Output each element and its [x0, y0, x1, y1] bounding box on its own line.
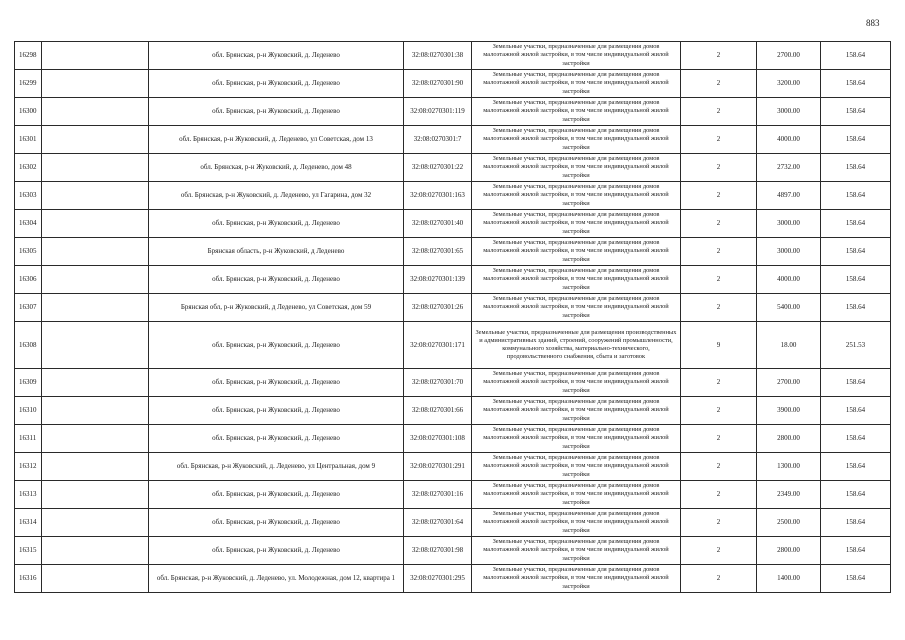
- table-row: [15, 42, 891, 70]
- row-number: 16315: [15, 537, 42, 565]
- blank-cell: [42, 481, 149, 509]
- table-row: [15, 266, 891, 294]
- row-number: 16309: [15, 369, 42, 397]
- cadastral-number-cell: 32:08:0270301:22: [404, 154, 472, 182]
- row-number: 16310: [15, 397, 42, 425]
- cadastral-number-cell: 32:08:0270301:65: [404, 238, 472, 266]
- specific-value-cell: 158.64: [821, 294, 891, 322]
- cadastral-number-cell: 32:08:0270301:66: [404, 397, 472, 425]
- cadastral-number-cell: 32:08:0270301:16: [404, 481, 472, 509]
- area-cell: 2700.00: [757, 369, 821, 397]
- cadastral-number-cell: 32:08:0270301:90: [404, 70, 472, 98]
- row-number: 16314: [15, 509, 42, 537]
- land-use-cell: Земельные участки, предназначенные для размещения домов малоэтажной жилой застройки, в том числе индивидуальной жилой застройки: [472, 369, 681, 397]
- use-group-cell: 2: [681, 266, 757, 294]
- land-use-cell: Земельные участки, предназначенные для размещения домов малоэтажной жилой застройки, в том числе индивидуальной жилой застройки: [472, 565, 681, 593]
- specific-value-cell: 158.64: [821, 425, 891, 453]
- specific-value-cell: 158.64: [821, 537, 891, 565]
- use-group-cell: 2: [681, 397, 757, 425]
- blank-cell: [42, 565, 149, 593]
- address-cell: обл. Брянская, р-н Жуковский, д. Леденево: [149, 266, 404, 294]
- use-group-cell: 2: [681, 98, 757, 126]
- specific-value-cell: 158.64: [821, 565, 891, 593]
- land-use-cell: Земельные участки, предназначенные для размещения домов малоэтажной жилой застройки, в том числе индивидуальной жилой застройки: [472, 397, 681, 425]
- use-group-cell: 2: [681, 369, 757, 397]
- page-number: 883: [866, 18, 880, 28]
- land-use-cell: Земельные участки, предназначенные для размещения домов малоэтажной жилой застройки, в том числе индивидуальной жилой застройки: [472, 126, 681, 154]
- blank-cell: [42, 453, 149, 481]
- land-use-cell: Земельные участки, предназначенные для размещения домов малоэтажной жилой застройки, в том числе индивидуальной жилой застройки: [472, 98, 681, 126]
- address-cell: Брянская обл, р-н Жуковский, д Леденево, ул Советская, дом 59: [149, 294, 404, 322]
- land-use-cell: Земельные участки, предназначенные для размещения домов малоэтажной жилой застройки, в том числе индивидуальной жилой застройки: [472, 238, 681, 266]
- blank-cell: [42, 537, 149, 565]
- address-cell: обл. Брянская, р-н Жуковский, д. Леденево, ул Советская, дом 13: [149, 126, 404, 154]
- address-cell: Брянская область, р-н Жуковский, д Леденево: [149, 238, 404, 266]
- area-cell: 4000.00: [757, 126, 821, 154]
- row-number: 16311: [15, 425, 42, 453]
- land-use-cell: Земельные участки, предназначенные для размещения домов малоэтажной жилой застройки, в том числе индивидуальной жилой застройки: [472, 294, 681, 322]
- land-use-cell: Земельные участки, предназначенные для размещения домов малоэтажной жилой застройки, в том числе индивидуальной жилой застройки: [472, 266, 681, 294]
- table-row: [15, 397, 891, 425]
- address-cell: обл. Брянская, р-н Жуковский, д. Леденево: [149, 425, 404, 453]
- cadastral-number-cell: 32:08:0270301:119: [404, 98, 472, 126]
- area-cell: 3000.00: [757, 98, 821, 126]
- specific-value-cell: 158.64: [821, 397, 891, 425]
- blank-cell: [42, 369, 149, 397]
- area-cell: 2500.00: [757, 509, 821, 537]
- specific-value-cell: 158.64: [821, 453, 891, 481]
- specific-value-cell: 158.64: [821, 126, 891, 154]
- address-cell: обл. Брянская, р-н Жуковский, д. Леденево: [149, 42, 404, 70]
- row-number: 16300: [15, 98, 42, 126]
- land-use-cell: Земельные участки, предназначенные для размещения домов малоэтажной жилой застройки, в том числе индивидуальной жилой застройки: [472, 70, 681, 98]
- specific-value-cell: 158.64: [821, 154, 891, 182]
- table-row: [15, 238, 891, 266]
- cadastral-number-cell: 32:08:0270301:64: [404, 509, 472, 537]
- cadastral-number-cell: 32:08:0270301:171: [404, 322, 472, 369]
- use-group-cell: 2: [681, 126, 757, 154]
- land-use-cell: Земельные участки, предназначенные для размещения производственных и административных зданий, строений, сооружений промышленности, коммунального хозяйства, материально-технического, продовольственного снабжения, сбыта и заготовок: [472, 322, 681, 369]
- area-cell: 2800.00: [757, 537, 821, 565]
- blank-cell: [42, 322, 149, 369]
- blank-cell: [42, 397, 149, 425]
- blank-cell: [42, 182, 149, 210]
- address-cell: обл. Брянская, р-н Жуковский, д. Леденево: [149, 481, 404, 509]
- address-cell: обл. Брянская, р-н Жуковский, д. Леденево, дом 48: [149, 154, 404, 182]
- specific-value-cell: 158.64: [821, 238, 891, 266]
- area-cell: 4000.00: [757, 266, 821, 294]
- cadastral-number-cell: 32:08:0270301:108: [404, 425, 472, 453]
- table-row: [15, 126, 891, 154]
- address-cell: обл. Брянская, р-н Жуковский, д. Леденево: [149, 322, 404, 369]
- cadastral-number-cell: 32:08:0270301:40: [404, 210, 472, 238]
- row-number: 16306: [15, 266, 42, 294]
- table-row: [15, 210, 891, 238]
- use-group-cell: 2: [681, 509, 757, 537]
- specific-value-cell: 158.64: [821, 42, 891, 70]
- area-cell: 2800.00: [757, 425, 821, 453]
- area-cell: 5400.00: [757, 294, 821, 322]
- table-row: [15, 98, 891, 126]
- row-number: 16299: [15, 70, 42, 98]
- table-row: [15, 369, 891, 397]
- area-cell: 1400.00: [757, 565, 821, 593]
- table-row: [15, 425, 891, 453]
- land-use-cell: Земельные участки, предназначенные для размещения домов малоэтажной жилой застройки, в том числе индивидуальной жилой застройки: [472, 42, 681, 70]
- specific-value-cell: 158.64: [821, 98, 891, 126]
- cadastral-number-cell: 32:08:0270301:163: [404, 182, 472, 210]
- cadastral-number-cell: 32:08:0270301:70: [404, 369, 472, 397]
- blank-cell: [42, 154, 149, 182]
- table-row: [15, 182, 891, 210]
- cadastral-number-cell: 32:08:0270301:291: [404, 453, 472, 481]
- blank-cell: [42, 509, 149, 537]
- specific-value-cell: 158.64: [821, 210, 891, 238]
- table-row: [15, 294, 891, 322]
- land-use-cell: Земельные участки, предназначенные для размещения домов малоэтажной жилой застройки, в том числе индивидуальной жилой застройки: [472, 537, 681, 565]
- table-body: [15, 42, 891, 593]
- blank-cell: [42, 42, 149, 70]
- area-cell: 2700.00: [757, 42, 821, 70]
- address-cell: обл. Брянская, р-н Жуковский, д. Леденево: [149, 537, 404, 565]
- address-cell: обл. Брянская, р-н Жуковский, д. Леденево: [149, 210, 404, 238]
- row-number: 16305: [15, 238, 42, 266]
- cadastral-number-cell: 32:08:0270301:98: [404, 537, 472, 565]
- blank-cell: [42, 266, 149, 294]
- specific-value-cell: 158.64: [821, 369, 891, 397]
- land-use-cell: Земельные участки, предназначенные для размещения домов малоэтажной жилой застройки, в том числе индивидуальной жилой застройки: [472, 182, 681, 210]
- area-cell: 18.00: [757, 322, 821, 369]
- land-use-cell: Земельные участки, предназначенные для размещения домов малоэтажной жилой застройки, в том числе индивидуальной жилой застройки: [472, 425, 681, 453]
- specific-value-cell: 158.64: [821, 70, 891, 98]
- specific-value-cell: 251.53: [821, 322, 891, 369]
- specific-value-cell: 158.64: [821, 266, 891, 294]
- row-number: 16302: [15, 154, 42, 182]
- land-use-cell: Земельные участки, предназначенные для размещения домов малоэтажной жилой застройки, в том числе индивидуальной жилой застройки: [472, 154, 681, 182]
- use-group-cell: 2: [681, 425, 757, 453]
- use-group-cell: 2: [681, 70, 757, 98]
- address-cell: обл. Брянская, р-н Жуковский, д. Леденево: [149, 98, 404, 126]
- cadastral-number-cell: 32:08:0270301:295: [404, 565, 472, 593]
- row-number: 16304: [15, 210, 42, 238]
- cadastral-number-cell: 32:08:0270301:38: [404, 42, 472, 70]
- row-number: 16298: [15, 42, 42, 70]
- blank-cell: [42, 98, 149, 126]
- table-row: [15, 537, 891, 565]
- use-group-cell: 2: [681, 565, 757, 593]
- area-cell: 1300.00: [757, 453, 821, 481]
- address-cell: обл. Брянская, р-н Жуковский, д. Леденево: [149, 397, 404, 425]
- land-registry-table: [14, 41, 891, 593]
- cadastral-number-cell: 32:08:0270301:139: [404, 266, 472, 294]
- row-number: 16308: [15, 322, 42, 369]
- table-row: [15, 509, 891, 537]
- use-group-cell: 2: [681, 210, 757, 238]
- row-number: 16303: [15, 182, 42, 210]
- address-cell: обл. Брянская, р-н Жуковский, д. Леденево, ул Гагарина, дом 32: [149, 182, 404, 210]
- use-group-cell: 9: [681, 322, 757, 369]
- row-number: 16301: [15, 126, 42, 154]
- table-row: [15, 565, 891, 593]
- specific-value-cell: 158.64: [821, 182, 891, 210]
- cadastral-number-cell: 32:08:0270301:26: [404, 294, 472, 322]
- blank-cell: [42, 126, 149, 154]
- address-cell: обл. Брянская, р-н Жуковский, д. Леденево, ул Центральная, дом 9: [149, 453, 404, 481]
- area-cell: 4897.00: [757, 182, 821, 210]
- table-row: [15, 481, 891, 509]
- row-number: 16307: [15, 294, 42, 322]
- area-cell: 3200.00: [757, 70, 821, 98]
- specific-value-cell: 158.64: [821, 509, 891, 537]
- land-use-cell: Земельные участки, предназначенные для размещения домов малоэтажной жилой застройки, в том числе индивидуальной жилой застройки: [472, 453, 681, 481]
- area-cell: 2349.00: [757, 481, 821, 509]
- use-group-cell: 2: [681, 537, 757, 565]
- row-number: 16316: [15, 565, 42, 593]
- blank-cell: [42, 238, 149, 266]
- table-row: [15, 154, 891, 182]
- blank-cell: [42, 210, 149, 238]
- row-number: 16313: [15, 481, 42, 509]
- land-use-cell: Земельные участки, предназначенные для размещения домов малоэтажной жилой застройки, в том числе индивидуальной жилой застройки: [472, 481, 681, 509]
- use-group-cell: 2: [681, 42, 757, 70]
- area-cell: 3000.00: [757, 210, 821, 238]
- use-group-cell: 2: [681, 294, 757, 322]
- blank-cell: [42, 425, 149, 453]
- land-use-cell: Земельные участки, предназначенные для размещения домов малоэтажной жилой застройки, в том числе индивидуальной жилой застройки: [472, 210, 681, 238]
- use-group-cell: 2: [681, 154, 757, 182]
- area-cell: 3000.00: [757, 238, 821, 266]
- table-row: [15, 453, 891, 481]
- area-cell: 2732.00: [757, 154, 821, 182]
- address-cell: обл. Брянская, р-н Жуковский, д. Леденево: [149, 70, 404, 98]
- use-group-cell: 2: [681, 238, 757, 266]
- blank-cell: [42, 70, 149, 98]
- address-cell: обл. Брянская, р-н Жуковский, д. Леденево: [149, 369, 404, 397]
- blank-cell: [42, 294, 149, 322]
- use-group-cell: 2: [681, 453, 757, 481]
- land-use-cell: Земельные участки, предназначенные для размещения домов малоэтажной жилой застройки, в том числе индивидуальной жилой застройки: [472, 509, 681, 537]
- use-group-cell: 2: [681, 481, 757, 509]
- row-number: 16312: [15, 453, 42, 481]
- area-cell: 3900.00: [757, 397, 821, 425]
- specific-value-cell: 158.64: [821, 481, 891, 509]
- cadastral-number-cell: 32:08:0270301:7: [404, 126, 472, 154]
- address-cell: обл. Брянская, р-н Жуковский, д. Леденево: [149, 509, 404, 537]
- table-row: [15, 70, 891, 98]
- use-group-cell: 2: [681, 182, 757, 210]
- address-cell: обл. Брянская, р-н Жуковский, д. Леденево, ул. Молодежная, дом 12, квартира 1: [149, 565, 404, 593]
- table-row: [15, 322, 891, 369]
